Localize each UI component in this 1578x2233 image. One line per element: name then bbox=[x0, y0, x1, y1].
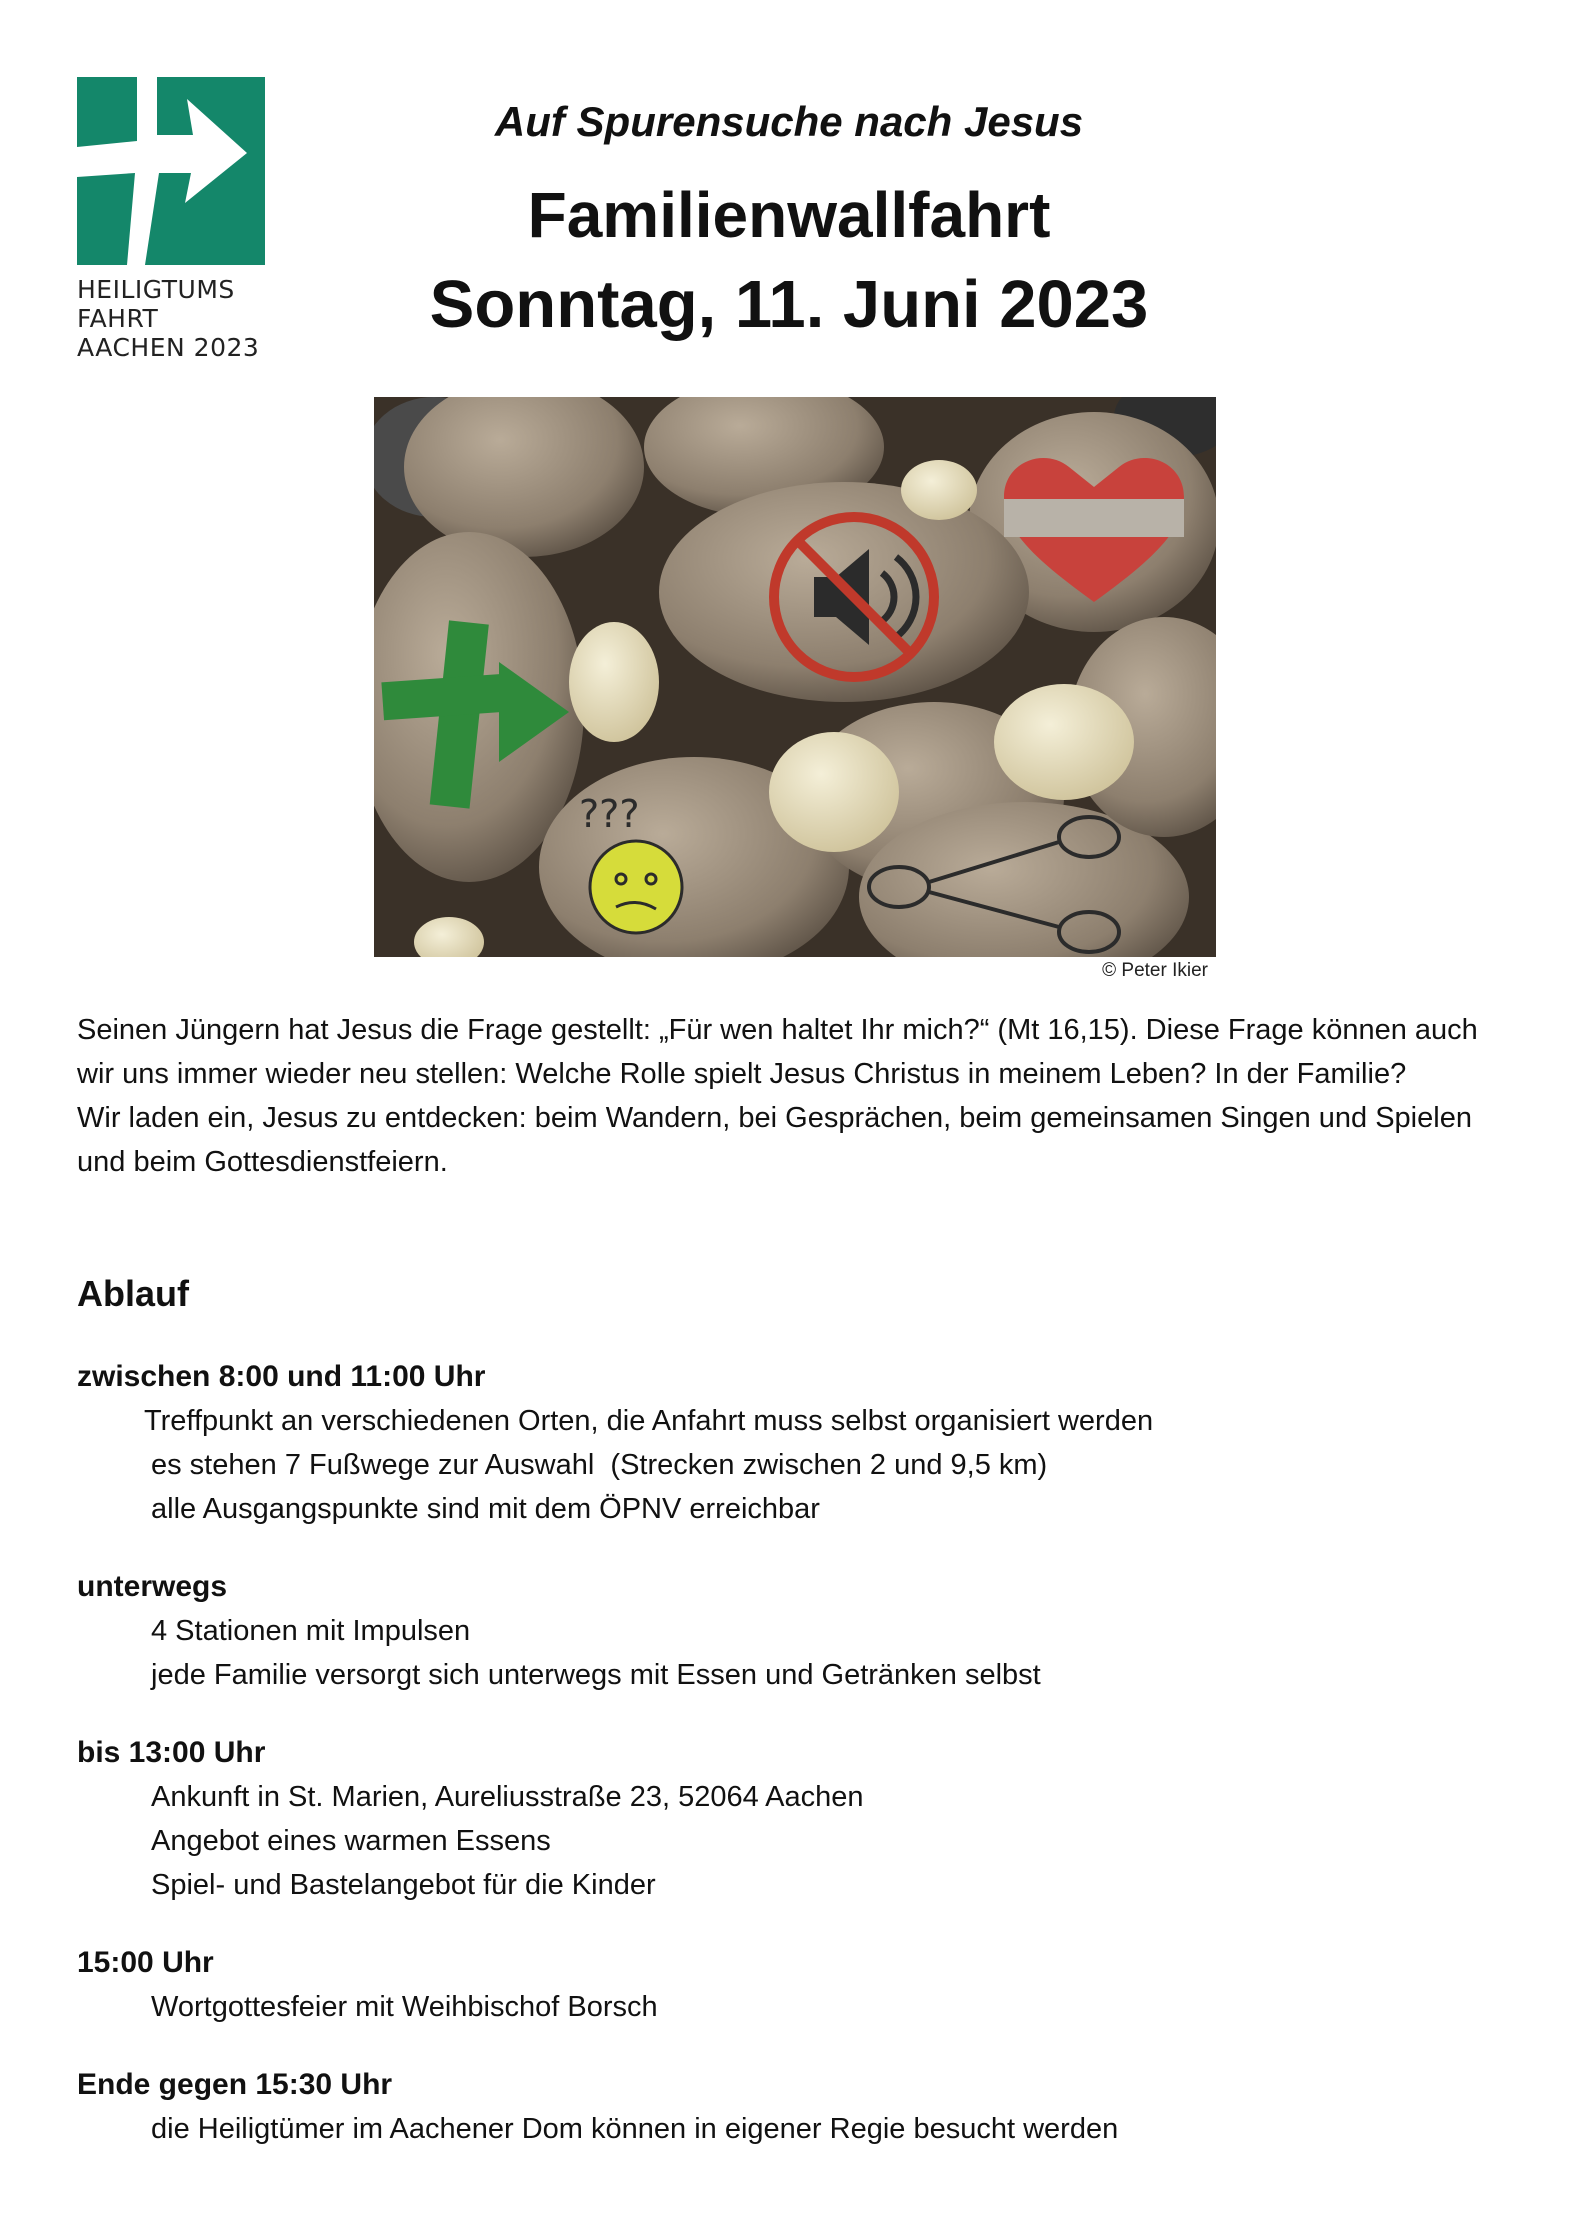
agenda-block bbox=[77, 1565, 1517, 1697]
agenda-heading: Ablauf bbox=[77, 1273, 189, 1314]
agenda-block bbox=[77, 1731, 1517, 1907]
question-marks: ??? bbox=[579, 792, 640, 836]
stones-photo bbox=[374, 397, 1216, 957]
pebble bbox=[901, 460, 977, 520]
agenda-line: 4 Stationen mit Impulsen bbox=[151, 1615, 471, 1647]
agenda-line: Angebot eines warmen Essens bbox=[151, 1825, 551, 1857]
agenda-block bbox=[77, 1941, 1517, 2029]
agenda-line: jede Familie versorgt sich unterwegs mit Essen und Getränken selbst bbox=[151, 1659, 1041, 1691]
agenda-list bbox=[77, 1355, 1517, 2185]
page-title: Familienwallfahrt bbox=[527, 179, 1051, 251]
logo-line-3: AACHEN 2023 bbox=[77, 333, 260, 362]
logo-line-2: FAHRT bbox=[77, 304, 159, 333]
agenda-block bbox=[77, 1355, 1517, 1531]
intro-paragraph-1: Seinen Jüngern hat Jesus die Frage gestellt: „Für wen haltet Ihr mich?“ (Mt 16,15). Diese Frage können auch wir uns immer wieder neu stellen: Welche Rolle spielt Jesus Christus in meinem Leben? In der Familie? bbox=[77, 1014, 1478, 1090]
agenda-line: Spiel- und Bastelangebot für die Kinder bbox=[151, 1869, 656, 1901]
confused-face-icon bbox=[590, 841, 682, 933]
agenda-time: 15:00 Uhr bbox=[77, 1946, 214, 1979]
logo-line-1: HEILIGTUMS bbox=[77, 275, 235, 304]
agenda-line: es stehen 7 Fußwege zur Auswahl (Strecken zwischen 2 und 9,5 km) bbox=[151, 1449, 1048, 1481]
pebble bbox=[569, 622, 659, 742]
agenda-time: unterwegs bbox=[77, 1570, 228, 1603]
agenda-line: alle Ausgangspunkte sind mit dem ÖPNV erreichbar bbox=[151, 1493, 820, 1525]
pebble bbox=[994, 684, 1134, 800]
agenda-time: bis 13:00 Uhr bbox=[77, 1736, 266, 1769]
page-subtitle: Auf Spurensuche nach Jesus bbox=[494, 98, 1084, 145]
pebble bbox=[769, 732, 899, 852]
event-date: Sonntag, 11. Juni 2023 bbox=[429, 267, 1149, 342]
intro-text bbox=[77, 1008, 1517, 1184]
agenda-time: zwischen 8:00 und 11:00 Uhr bbox=[77, 1360, 486, 1393]
agenda-block bbox=[77, 2063, 1517, 2151]
agenda-line: Wortgottesfeier mit Weihbischof Borsch bbox=[151, 1991, 658, 2023]
agenda-time: Ende gegen 15:30 Uhr bbox=[77, 2068, 393, 2101]
agenda-line: die Heiligtümer im Aachener Dom können in eigener Regie besucht werden bbox=[151, 2113, 1119, 2145]
agenda-line: Treffpunkt an verschiedenen Orten, die Anfahrt muss selbst organisiert werden bbox=[144, 1405, 1154, 1437]
photo-credit: © Peter Ikier bbox=[1102, 960, 1208, 981]
intro-paragraph-2: Wir laden ein, Jesus zu entdecken: beim Wandern, bei Gesprächen, beim gemeinsamen Singen und Spielen und beim Gottesdienstfeiern. bbox=[77, 1102, 1472, 1178]
agenda-line: Ankunft in St. Marien, Aureliusstraße 23, 52064 Aachen bbox=[151, 1781, 864, 1813]
